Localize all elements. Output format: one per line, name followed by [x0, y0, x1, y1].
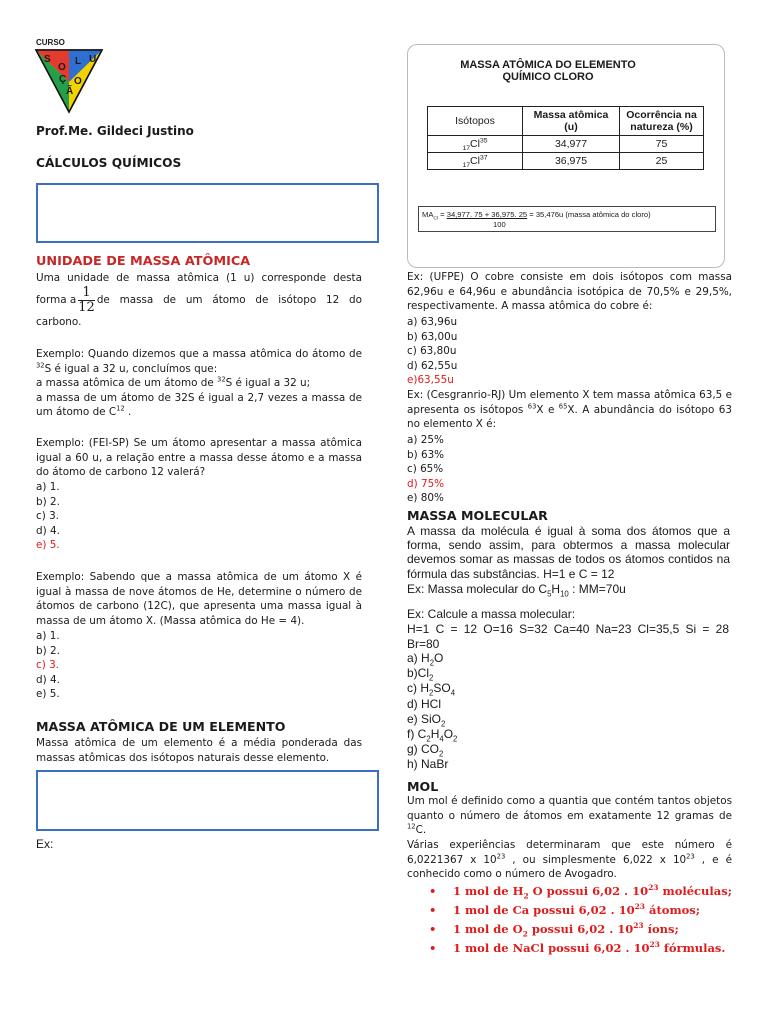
formula-subscript: 2 — [426, 734, 431, 744]
superscript: 32 — [217, 375, 226, 384]
formula-text: O — [434, 651, 444, 665]
cesgranrio-question — [407, 388, 732, 432]
fraction — [78, 286, 95, 315]
question-line: Ex: (Cesgranrio-RJ) Um elemento X tem massa atômica 63,5 e — [407, 389, 732, 401]
text: X e — [536, 403, 555, 416]
intro-text: de massa de um átomo de isótopo 12 do — [96, 293, 362, 306]
course-logo — [34, 38, 104, 114]
figure-title — [408, 59, 688, 83]
formula-subscript: Cl — [433, 216, 439, 222]
element-symbol: Cl — [470, 138, 480, 150]
text: átomos; — [645, 903, 701, 917]
text: H — [551, 582, 561, 596]
table-cell — [428, 153, 523, 170]
logo-letter: Ã — [66, 86, 74, 97]
section-heading-mol: MOL — [407, 779, 439, 794]
formula-text: NaBr — [421, 757, 449, 772]
example-1 — [36, 347, 362, 420]
superscript: 65 — [558, 402, 568, 411]
example-1-line — [36, 362, 362, 377]
formula-item — [407, 712, 457, 727]
intro-line-1: Uma unidade de massa atômica (1 u) corresponde desta — [36, 272, 362, 284]
text: , ou simplesmente 6,022 x 10 — [505, 853, 687, 866]
formula-item — [407, 651, 457, 666]
logo-letter: U — [89, 54, 97, 65]
option-correct: d) 75% — [407, 477, 445, 490]
logo-letter: O — [58, 62, 66, 73]
text: a massa atômica de um átomo de — [36, 377, 214, 390]
example-1-line: a massa de um átomo de 32S é igual a 2,7 vezes a massa de — [36, 391, 362, 404]
formula-denominator: 100 — [493, 220, 506, 229]
mol-text-2 — [407, 838, 732, 882]
option: e) 80% — [407, 492, 444, 504]
bullet-icon: • — [429, 903, 437, 917]
superscript: 63 — [527, 402, 537, 411]
table-cell: 36,975 — [523, 153, 620, 170]
example-1-line — [36, 376, 362, 391]
text: Ex: Massa molecular do C — [407, 582, 548, 596]
logo-label: CURSO — [36, 38, 65, 47]
superscript: 23 — [686, 852, 695, 861]
empty-box-top — [36, 183, 379, 243]
option: d) 62,55u — [407, 359, 458, 372]
formula-text: H — [420, 681, 430, 696]
example-fei: Exemplo: (FEI-SP) Se um átomo apresentar a massa atômica igual a 60 u, a relação entre a massa desse átomo e a massa do átomo de carbono 12 valerá? — [36, 437, 362, 479]
formula-text: SO — [433, 681, 451, 696]
text: Várias experiências determinaram que este número é 6,0221367 x 10 — [407, 839, 732, 866]
fraction-denominator: 12 — [78, 299, 95, 315]
formula-label: a) — [407, 651, 422, 665]
superscript: 23 — [633, 921, 644, 931]
formula-subscript: 2 — [453, 734, 458, 744]
formula-result: = 35,476u (massa atômica do cloro) — [527, 210, 651, 219]
example-1-line — [36, 405, 362, 420]
text: moléculas; — [658, 884, 732, 898]
formula-subscript: 2 — [429, 673, 434, 683]
text: S é igual a 32 u, concluímos que: — [44, 362, 218, 375]
formula-subscript: 2 — [429, 688, 434, 698]
cesgranrio-options — [407, 433, 444, 506]
formula-text: HCl — [421, 696, 442, 711]
fraction-numerator: 1 — [78, 286, 95, 301]
mass-number: 37 — [479, 154, 488, 162]
table-header-row — [428, 107, 704, 136]
subscript: 10 — [560, 589, 569, 599]
formula-text: C — [417, 727, 427, 742]
logo-letter: O — [74, 76, 82, 87]
logo-letter: Ç — [59, 74, 67, 85]
isotope-table — [427, 106, 704, 170]
option: e) 5. — [36, 688, 60, 700]
superscript: 23 — [634, 902, 646, 912]
mol-bullet — [407, 920, 732, 939]
intro-line-3: carbono. — [36, 315, 82, 328]
ufpe-question: Ex: (UFPE) O cobre consiste em dois isótopos com massa 62,96u e 64,96u e abundância isotópica de 70,5% e 29,5%, respectivamente. A massa atômica do cobre é: — [407, 271, 732, 313]
section-heading-element-mass: MASSA ATÔMICA DE UM ELEMENTO — [36, 719, 286, 734]
formula-text: O — [443, 727, 454, 742]
text: íons; — [643, 922, 679, 936]
table-cell: 34,977 — [523, 136, 620, 153]
page-title: CÁLCULOS QUÍMICOS — [36, 156, 182, 170]
intro-line-2 — [36, 286, 362, 315]
formula-numerator: 34,977. 75 + 36,975. 25 — [446, 210, 528, 219]
element-symbol: Cl — [470, 155, 480, 167]
subscript: 5 — [547, 589, 552, 599]
atomic-number: 17 — [462, 145, 471, 153]
option-correct: e) 5. — [36, 539, 60, 551]
superscript: 23 — [648, 883, 659, 893]
formula-text: H — [421, 651, 430, 665]
molecular-items — [407, 651, 457, 773]
text: S é igual a 32 u; — [225, 377, 311, 390]
question-line: no elemento X é: — [407, 418, 497, 431]
bullet-icon: • — [429, 922, 437, 936]
formula-subscript: 4 — [450, 688, 456, 698]
option: b) 63,00u — [407, 330, 458, 343]
example-1-line: Exemplo: Quando dizemos que a massa atômica do átomo de — [36, 348, 362, 360]
intro-paragraph — [36, 271, 362, 329]
ufpe-options — [407, 315, 457, 388]
author: Prof.Me. Gildeci Justino — [36, 124, 194, 138]
text: 1 mol de O — [453, 922, 523, 936]
superscript: 32 — [36, 361, 45, 370]
option: a) 1. — [36, 481, 60, 493]
formula-item — [407, 681, 457, 696]
option: a) 1. — [36, 630, 60, 642]
mass-number: 35 — [479, 137, 488, 145]
formula-label: d) — [407, 696, 422, 711]
formula-subscript: 4 — [439, 734, 444, 744]
formula-text: SiO — [421, 711, 442, 726]
figure-title-line: QUÍMICO CLORO — [502, 71, 594, 83]
mol-bullet-list — [407, 882, 732, 958]
option: b) 63% — [407, 448, 445, 461]
section-heading-molecular-mass: MASSA MOLECULAR — [407, 508, 548, 523]
table-cell: 75 — [620, 136, 704, 153]
option: b) 2. — [36, 495, 60, 508]
formula-item — [407, 727, 457, 742]
option: c) 3. — [36, 510, 59, 522]
question-line — [407, 403, 732, 418]
subscript: 2 — [523, 891, 529, 901]
subscript: 2 — [522, 929, 528, 939]
formula-text: = — [438, 210, 447, 219]
table-cell: 25 — [620, 153, 704, 170]
formula-text: MA — [422, 210, 434, 219]
example-he: Exemplo: Sabendo que a massa atômica de um átomo X é igual à massa de nove átomos de He, determine o número de átomos de carbono (12C), que apresenta uma massa igual à massa de um átomo X. (Massa atômica do He = 4). — [36, 571, 362, 627]
mol-bullet — [407, 901, 732, 920]
text: : MM=70u — [568, 582, 626, 596]
formula-subscript: 2 — [439, 749, 444, 759]
formula-item — [407, 697, 457, 712]
molecular-text: A massa da molécula é igual à soma dos átomos que a forma, sendo assim, para obtermos a massa molecular devemos somar as massas de todos os átomos contidos na fórmula das substâncias. H=1 e C = 12 — [407, 524, 730, 581]
superscript: 23 — [649, 940, 660, 950]
element-mass-text: Massa atômica de um elemento é a média ponderada das massas atômicas dos isótopos naturais desse elemento. — [36, 737, 362, 764]
option: c) 65% — [407, 463, 444, 475]
option: a) 25% — [407, 434, 444, 446]
superscript: 12 — [116, 404, 125, 413]
option-correct: e)63,55u — [407, 374, 454, 386]
text: X. A abundância do isótopo 63 — [567, 403, 732, 416]
formula-text: H — [430, 727, 440, 742]
example-he-options — [36, 629, 60, 702]
chlorine-figure — [407, 44, 725, 268]
table-header: Massa atômica (u) — [523, 107, 620, 136]
bullet-icon: • — [429, 941, 437, 955]
text: apresenta os isótopos — [407, 403, 524, 416]
formula-label: f) — [407, 727, 418, 742]
text: , e é conhecido como o número de Avogadro. — [407, 853, 732, 881]
text: Um mol é definido como a quantia que contém tantos objetos quanto o número de átomos em exatamente 12 gramas de — [407, 795, 732, 822]
molecular-calc-prompt: Ex: Calcule a massa molecular: — [407, 607, 576, 621]
text: 1 mol de Ca possui 6,02 . 10 — [453, 903, 635, 917]
formula-label: c) — [407, 681, 421, 696]
formula-item — [407, 742, 457, 757]
formula-label: g) — [407, 742, 422, 757]
table-header: Isótopos — [428, 107, 523, 136]
formula-label: e) — [407, 711, 422, 726]
example-label: Ex: — [36, 837, 54, 851]
table-row — [428, 153, 704, 170]
option: a) 63,96u — [407, 316, 458, 328]
option: d) 4. — [36, 673, 60, 686]
superscript: 23 — [496, 852, 506, 861]
text: C. — [415, 824, 427, 837]
mol-bullet — [407, 882, 732, 901]
mol-text-1 — [407, 794, 732, 838]
molecular-example — [407, 582, 626, 599]
text: um átomo de C — [36, 406, 117, 419]
text: 1 mol de NaCl possui 6,02 . 10 — [453, 941, 650, 955]
table-cell — [428, 136, 523, 153]
logo-letter: L — [75, 56, 82, 67]
figure-title-line: MASSA ATÔMICA DO ELEMENTO — [460, 59, 636, 71]
superscript: 12 — [407, 822, 416, 831]
formula-subscript: 2 — [429, 658, 435, 668]
formula-item — [407, 666, 457, 681]
atomic-number: 17 — [462, 162, 471, 170]
formula-text: CO — [421, 742, 440, 757]
text: . — [124, 406, 132, 419]
section-heading-atomic-mass-unit: UNIDADE DE MASSA ATÔMICA — [36, 254, 251, 269]
molecular-masses: H=1 C = 12 O=16 S=32 Ca=40 Na=23 Cl=35,5 Si = 28 Br=80 — [407, 622, 729, 651]
formula-box — [418, 206, 716, 232]
text: 1 mol de H — [453, 884, 524, 898]
mol-bullet — [407, 939, 732, 958]
text: O possui 6,02 . 10 — [528, 884, 649, 898]
logo-letter: S — [44, 54, 51, 65]
example-fei-options — [36, 480, 60, 553]
formula-label: b) — [407, 666, 418, 681]
bullet-icon: • — [429, 884, 437, 898]
table-row — [428, 136, 704, 153]
formula-label: h) — [407, 757, 422, 772]
option-correct: c) 3. — [36, 659, 59, 671]
text: fórmulas. — [659, 941, 726, 955]
formula-text: Cl — [417, 666, 430, 681]
empty-box-bottom — [36, 770, 379, 831]
option: d) 4. — [36, 524, 60, 537]
text: possui 6,02 . 10 — [527, 922, 634, 936]
formula-item — [407, 757, 457, 772]
option: c) 63,80u — [407, 345, 457, 357]
option: b) 2. — [36, 644, 60, 657]
formula-subscript: 2 — [441, 719, 446, 729]
table-header: Ocorrência na natureza (%) — [620, 107, 704, 136]
intro-text: forma a — [36, 293, 77, 306]
